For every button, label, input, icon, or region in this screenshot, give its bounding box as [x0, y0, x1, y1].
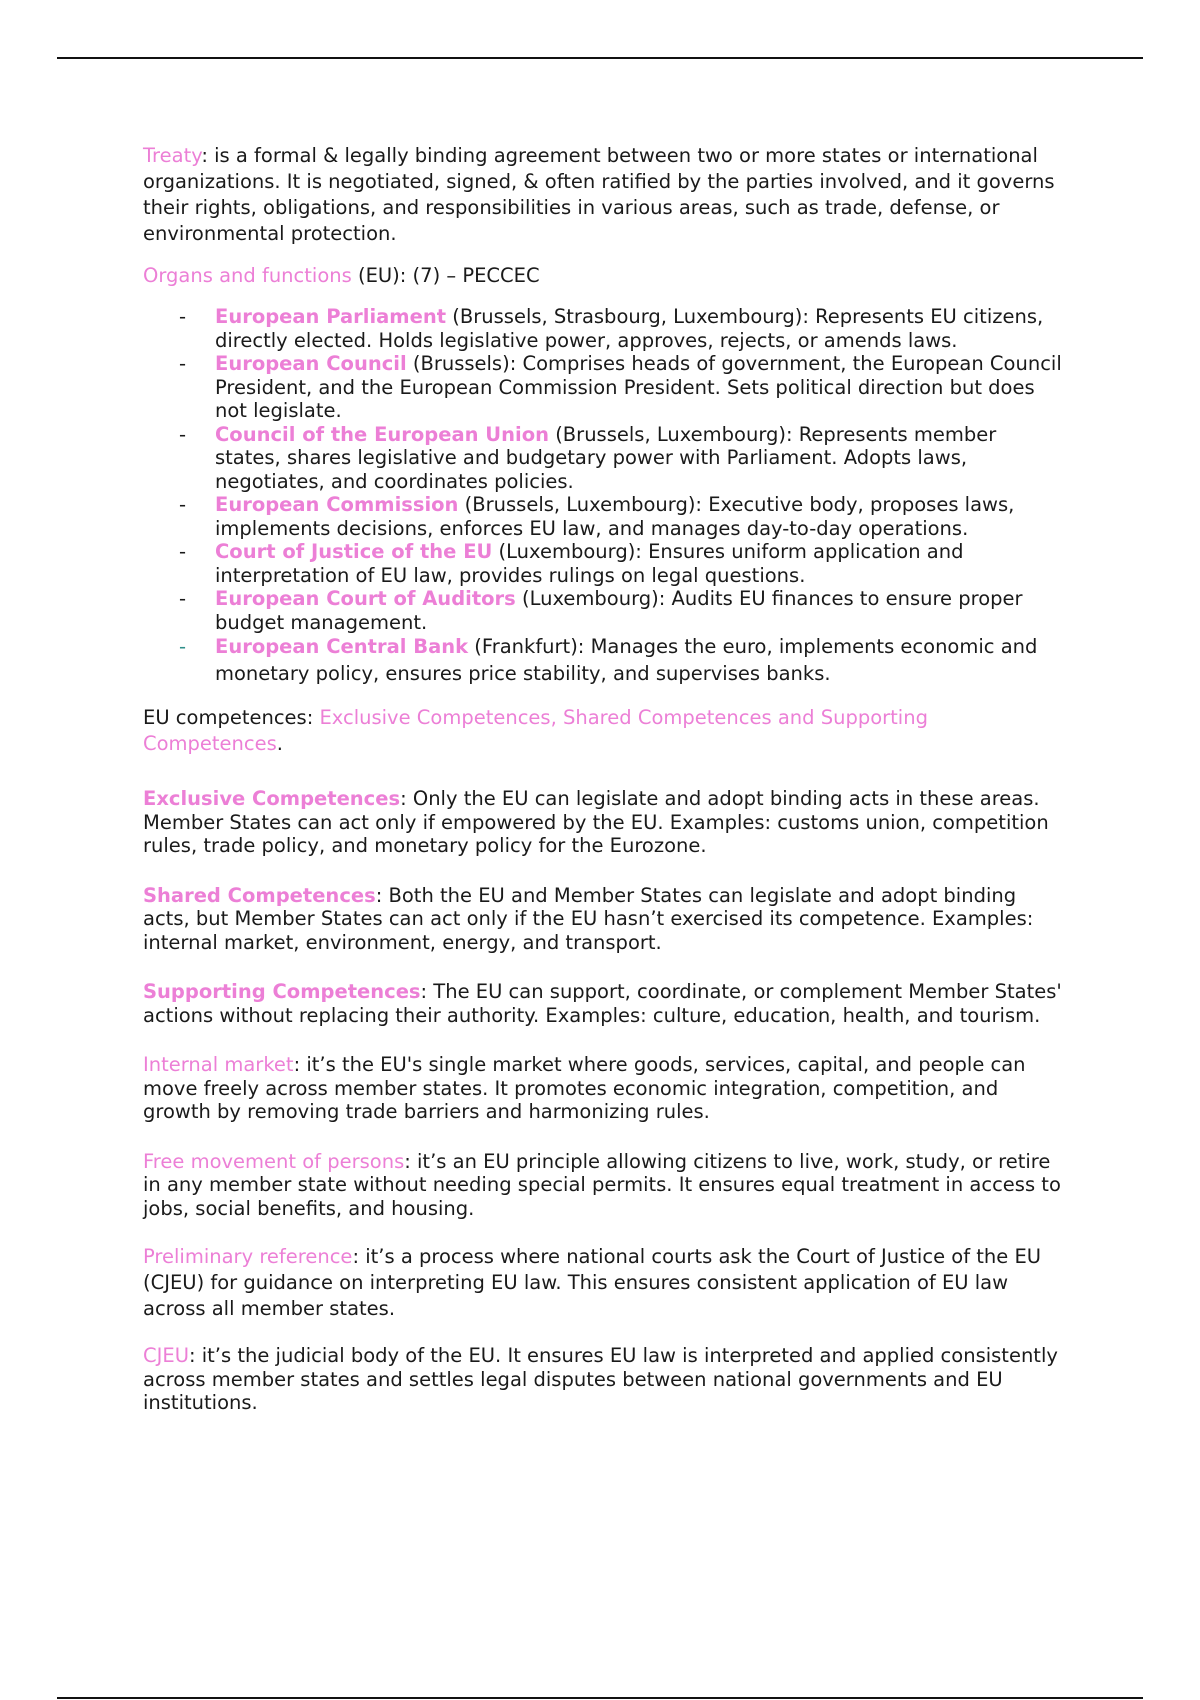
bullet-dash: -: [179, 587, 187, 610]
competences-list: Exclusive Competences, Shared Competences and Supporting Competences: [143, 706, 928, 755]
cjeu-definition: : it’s the judicial body of the EU. It ensures EU law is interpreted and applied consistently across member states and settles legal disputes between national governments and EU institutions.: [143, 1344, 1058, 1414]
organs-list: [143, 305, 1063, 687]
preliminary-reference-definition: : it’s a process where national courts ask the Court of Justice of the EU (CJEU) for guidance on interpreting EU law. This ensures consistent application of EU law across all member states.: [143, 1245, 1042, 1320]
shared-term: Shared Competences: [143, 883, 376, 907]
organs-subtitle: (EU): (7) – PECCEC: [351, 264, 540, 287]
bullet-dash: -: [179, 305, 187, 328]
free-movement-term: Free movement of persons: [143, 1149, 405, 1173]
preliminary-reference-paragraph: [143, 1244, 1063, 1322]
shared-paragraph: [143, 884, 1063, 955]
bottom-rule: [57, 1697, 1143, 1699]
top-rule: [57, 57, 1143, 59]
list-item: [179, 352, 1063, 423]
bullet-dash: -: [179, 635, 187, 658]
organs-term: Organs and functions: [143, 264, 352, 287]
internal-market-paragraph: [143, 1053, 1063, 1124]
internal-market-term: Internal market: [143, 1053, 294, 1076]
organ-description: (Luxembourg): Audits EU finances to ensure proper budget management.: [215, 587, 1023, 634]
list-item: [179, 634, 1063, 687]
organ-description: (Luxembourg): Ensures uniform application and interpretation of EU law, provides rulings on legal questions.: [215, 540, 964, 587]
organ-description: (Brussels, Luxembourg): Represents member states, shares legislative and budgetary power with Parliament. Adopts laws, negotiates, and coordinates policies.: [215, 422, 997, 493]
list-item: [179, 587, 1063, 634]
organ-name: Court of Justice of the EU: [215, 540, 493, 563]
bullet-dash: -: [179, 422, 187, 446]
organ-description: (Brussels, Luxembourg): Executive body, proposes laws, implements decisions, enforces EU law, and manages day-to-day operations.: [215, 493, 1015, 540]
bullet-dash: -: [179, 540, 187, 563]
supporting-definition: : The EU can support, coordinate, or complement Member States' actions without replacing their authority. Examples: culture, education, health, and tourism.: [143, 980, 1062, 1027]
exclusive-definition: : Only the EU can legislate and adopt binding acts in these areas. Member States can act only if empowered by the EU. Examples: customs union, competition rules, trade policy, and monetary policy for the Eurozone.: [143, 787, 1049, 857]
cjeu-term: CJEU: [143, 1344, 189, 1367]
free-movement-definition: : it’s an EU principle allowing citizens to live, work, study, or retire in any member state without needing special permits. It ensures equal treatment in access to jobs, social benefits, and housing.: [143, 1149, 1061, 1220]
organ-description: (Frankfurt): Manages the euro, implements economic and monetary policy, ensures price stability, and supervises banks.: [215, 635, 1038, 685]
bullet-dash: -: [179, 352, 187, 375]
supporting-paragraph: [143, 980, 1063, 1027]
treaty-term: Treaty: [143, 144, 202, 167]
exclusive-paragraph: [143, 787, 1063, 858]
organ-description: (Brussels): Comprises heads of government, the European Council President, and the European Commission President. Sets political direction but does not legislate.: [215, 352, 1062, 422]
organ-name: European Central Bank: [215, 635, 469, 658]
list-item: [179, 540, 1063, 587]
free-movement-paragraph: [143, 1150, 1063, 1221]
list-item: [179, 305, 1063, 352]
document-body: [143, 143, 1063, 1415]
competences-paragraph: [143, 705, 1063, 757]
internal-market-definition: : it’s the EU's single market where goods, services, capital, and people can move freely across member states. It promotes economic integration, competition, and growth by removing trade barriers and harmonizing rules.: [143, 1053, 1026, 1123]
organ-name: European Parliament: [215, 305, 447, 328]
cjeu-paragraph: [143, 1344, 1063, 1415]
exclusive-term: Exclusive Competences: [143, 787, 401, 810]
list-item: [179, 422, 1063, 494]
organ-name: European Court of Auditors: [215, 587, 516, 610]
shared-definition: : Both the EU and Member States can legislate and adopt binding acts, but Member States can act only if the EU hasn’t exercised its competence. Examples: internal market, environment, energy, and transport.: [143, 883, 1034, 954]
organ-description: (Brussels, Strasbourg, Luxembourg): Represents EU citizens, directly elected. Holds legislative power, approves, rejects, or amends laws.: [215, 305, 1044, 352]
list-item: [179, 493, 1063, 540]
organs-heading: [143, 263, 1063, 289]
organ-name: European Council: [215, 352, 407, 375]
competences-prefix: EU competences:: [143, 706, 320, 729]
treaty-definition: : is a formal & legally binding agreement between two or more states or international organizations. It is negotiated, signed, & often ratified by the parties involved, and it governs their rights, obligations, and responsibilities in various areas, such as trade, defense, or environmental protection.: [143, 144, 1055, 245]
organ-name: European Commission: [215, 493, 459, 516]
bullet-dash: -: [179, 493, 187, 516]
preliminary-reference-term: Preliminary reference: [143, 1245, 353, 1268]
competences-suffix: .: [276, 732, 283, 755]
supporting-term: Supporting Competences: [143, 980, 421, 1003]
treaty-paragraph: [143, 143, 1063, 247]
organ-name: Council of the European Union: [215, 422, 549, 446]
